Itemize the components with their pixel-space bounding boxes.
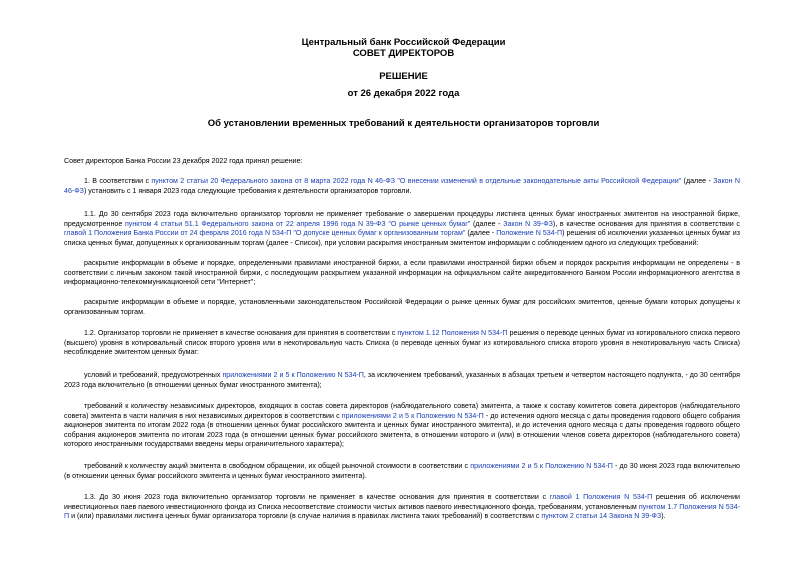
decision-heading: РЕШЕНИЕ: [379, 71, 428, 82]
paragraph-1-2-item-2-text-a: требований к количеству независимых директоров, входящих в состав совета директоров (наблюдательного совета) эмитента, а также к составу комитетов совета директоров (наблюдательного совета) эмитента в части наличия в них независимых директоров в соответствии с: [64, 402, 740, 420]
board-name: СОВЕТ ДИРЕКТОРОВ: [352, 48, 455, 59]
paragraph-1-2-item-1-text-b: , за исключением требований, указанных в абзацах третьем и четвертом настоящего подпункта, - до 30 сентября 2023 года включительно (в отношении ценных бумаг иностранного эмитента);: [64, 371, 740, 389]
paragraph-1-3-text-a: 1.3. До 30 июня 2023 года включительно организатор торговли не применяет в качестве основания для принятия в соответствии с: [84, 493, 550, 501]
paragraph-1-3-text-d: ).: [661, 512, 666, 521]
paragraph-1-1-item-1: раскрытие информации в объеме и порядке, определенными правилами иностранной биржи, а если правилами иностранной биржи объем и порядок раскрытия информации не определены - в соответствии с личным законом такой иностранной биржи, с последующим раскрытием указанной информации на официальном сайте аккредитованного Банком России информационного агентства в информационно-телекоммуникационной сети "Интернет";: [64, 259, 740, 287]
paragraph-1-2-item-2-text-b: - до истечения одного месяца с даты проведения годового общего собрания акционеров эмитента по итогам 2022 года (в отношении ценных бумаг российского эмитента и ценных бумаг иностранного эмитента), и до истечения одного месяца с даты проведения годового общего собрания акционеров эмитента по итогам 2023 года (в отношении ценных бумаг российского эмитента, в отношении которого и (или) в отношении членов совета директоров (наблюдательного совета) которого иностранными государствами введены меры ограничительного характера);: [64, 411, 741, 449]
paragraph-1-2-item-1-text-a: условий и требований, предусмотренных: [84, 371, 223, 379]
paragraph-1-3-text-c: и (или) правилами листинга ценных бумаг организатора торговли (в случае наличия в правилах листинга таких требований) в соответствии с: [69, 512, 542, 521]
decision-date: от 26 декабря 2022 года: [347, 88, 460, 99]
paragraph-1: [64, 177, 740, 196]
link-law-39-fz-article-51-1[interactable]: пунктом 4 статьи 51.1 Федерального закона от 22 апреля 1996 года N 39-ФЗ "О рынке ценных бумаг": [124, 219, 471, 228]
link-regulation-534-p-item-1-7[interactable]: пунктом 1.7 Положения N 534-П: [64, 502, 740, 521]
paragraph-1-3-text-b: решения об исключении инвестиционных паев паевого инвестиционного фонда из Списка несоответствие стоимости чистых активов паевого инвестиционного фонда, требованиям, установленным: [64, 493, 740, 511]
bank-name: Центральный банк Российской Федерации: [301, 37, 506, 48]
paragraph-1-text-a: 1. В соответствии с: [84, 177, 152, 185]
paragraph-1-2-item-1: [64, 371, 740, 390]
link-regulation-534-p-item-1-12[interactable]: пунктом 1.12 Положения N 534-П: [397, 329, 508, 337]
link-law-46-fz[interactable]: Закон N 46-ФЗ: [64, 177, 741, 195]
paragraph-1-1-text-e: ) решения об исключении указанных ценных бумаг из списка ценных бумаг, допущенных к организованным торгам (далее - Список), при условии раскрытия иностранным эмитентом информации с соблюдением одного из следующих требований:: [64, 229, 740, 247]
link-law-39-fz[interactable]: Закон N 39-ФЗ: [503, 219, 553, 228]
link-appendices-2-5-c[interactable]: приложениями 2 и 5 к Положению N 534-П: [470, 462, 613, 470]
paragraph-1-2-text-b: решения о переводе ценных бумаг из котировального списка первого (высшего) уровня в котировальный список второго уровня или в некотировальную часть Списка (о переводе ценных бумаг из котировального списка второго уровня в некотировальную часть Списка) несоблюдение эмитентом ценных бумаг:: [64, 329, 740, 357]
paragraph-1-text-b: (далее -: [681, 177, 714, 185]
paragraph-1-2-item-3-text-a: требований к количеству акций эмитента в свободном обращении, их общей рыночной стоимости в соответствии с: [84, 462, 471, 470]
link-appendices-2-5-a[interactable]: приложениями 2 и 5 к Положению N 534-П: [222, 371, 364, 379]
paragraph-1-text-c: ) установить с 1 января 2023 года следующие требования к деятельности организаторов торговли.: [83, 186, 412, 195]
paragraph-1-2: [64, 329, 740, 358]
link-regulation-534-p[interactable]: Положение N 534-П: [496, 229, 563, 238]
link-law-39-fz-article-14[interactable]: пунктом 2 статьи 14 Закона N 39-ФЗ: [541, 512, 662, 521]
paragraph-1-1-text-a: 1.1. До 30 сентября 2023 года включительно организатор торговли не применяет требование о завершении процедуры листинга ценных бумаг иностранных эмитентов на иностранной бирже, предусмотренное: [64, 210, 740, 228]
paragraph-1-1: [64, 210, 740, 248]
paragraph-1-1-text-c: ), в качестве основания для принятия в соответствии с: [552, 219, 740, 228]
paragraph-1-2-text-a: 1.2. Организатор торговли не применяет в качестве основания для принятия в соответствии с: [84, 329, 398, 337]
paragraph-1-1-item-2: раскрытие информации в объеме и порядке, установленными законодательством Российской Федерации о рынке ценных бумаг для российских эмитентов, ценные бумаги которых допущены к организованным торгам.: [64, 298, 740, 316]
paragraph-1-3: [64, 493, 740, 522]
link-regulation-534-p-chapter-1-b[interactable]: главой 1 Положения N 534-П: [549, 493, 653, 501]
link-appendices-2-5-b[interactable]: приложениями 2 и 5 к Положению N 534-П: [341, 411, 484, 420]
document-title: Об установлении временных требований к деятельности организаторов торговли: [207, 118, 600, 129]
intro-paragraph: Совет директоров Банка России 23 декабря 2022 года принял решение:: [64, 157, 303, 165]
paragraph-1-2-item-2: [64, 402, 740, 450]
link-regulation-534-p-chapter-1[interactable]: главой 1 Положения Банка России от 24 февраля 2016 года N 534-П "О допуске ценных бумаг к организованным торгам": [64, 229, 466, 238]
paragraph-1-2-item-3: [64, 462, 740, 481]
paragraph-1-1-text-d: (далее -: [465, 229, 497, 238]
paragraph-1-1-text-b: (далее -: [470, 219, 504, 228]
link-law-46-fz-article-20[interactable]: пунктом 2 статьи 20 Федерального закона от 8 марта 2022 года N 46-ФЗ "О внесении изменений в отдельные законодательные акты Российской Федерации": [151, 177, 682, 185]
paragraph-1-2-item-3-text-b: - до 30 июня 2023 года включительно (в отношении ценных бумаг российского эмитента и ценных бумаг иностранного эмитента).: [64, 462, 740, 480]
